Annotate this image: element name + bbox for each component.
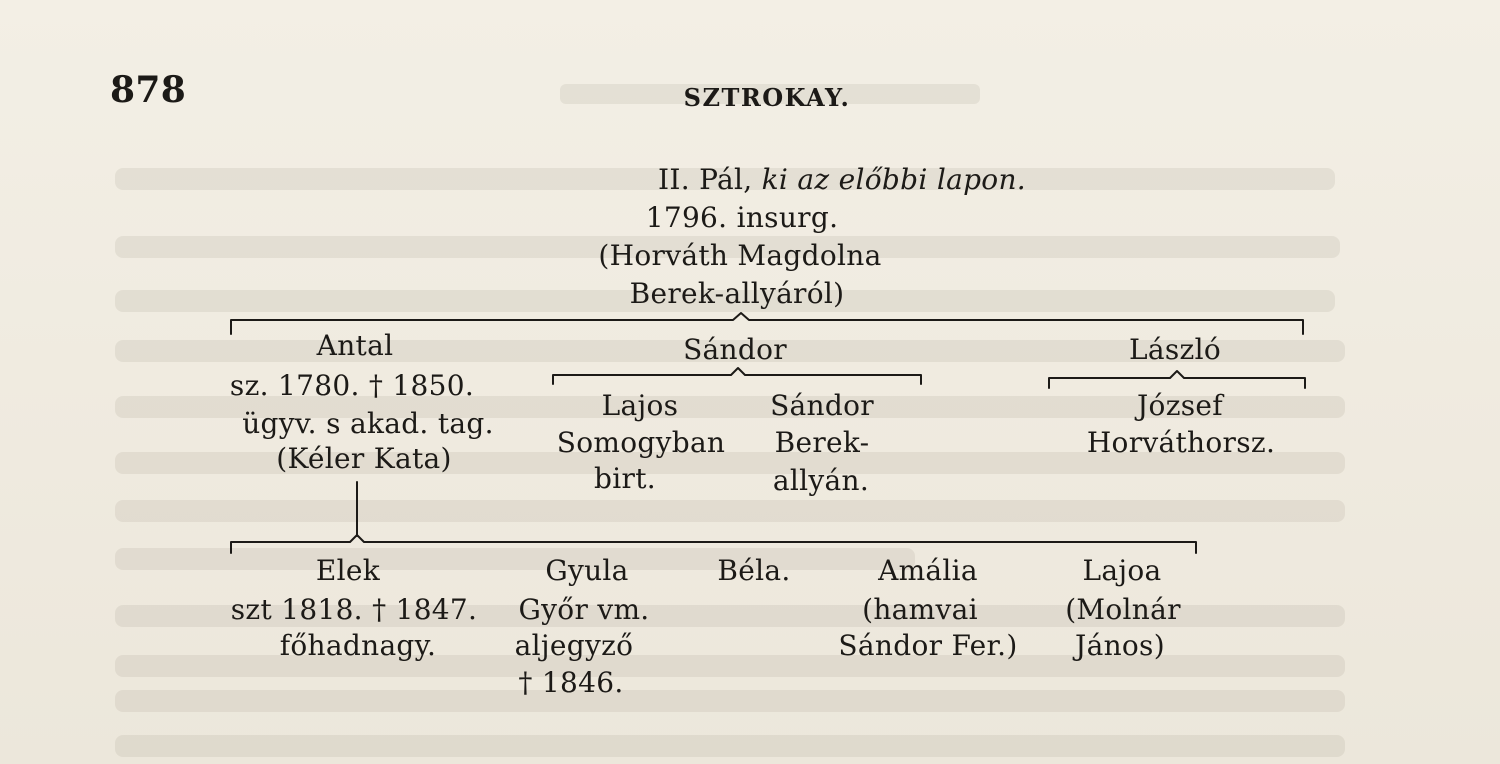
root-line4: Berek-allyáról) — [629, 277, 845, 310]
gyula-line2: Győr vm. — [518, 593, 650, 626]
root-line3: (Horváth Magdolna — [598, 239, 882, 272]
bracket-antal-children — [231, 535, 1196, 553]
root-note: ki az előbbi lapon. — [761, 163, 1026, 196]
lajos-jr-line2: (Molnár — [1065, 593, 1181, 626]
jozsef-name: József — [1137, 389, 1223, 422]
sandor-jr-line2: Berek- — [774, 426, 870, 459]
elek-line2: szt 1818. † 1847. — [230, 593, 478, 626]
page-number: 878 — [110, 69, 187, 111]
bracket-generation-1 — [231, 313, 1303, 334]
laszlo-name: László — [1128, 333, 1222, 366]
antal-line2: sz. 1780. † 1850. — [229, 369, 475, 402]
root-line2: 1796. insurg. — [645, 201, 839, 234]
lajos-jr-name: Lajoa — [1082, 554, 1162, 587]
elek-name: Elek — [315, 554, 381, 587]
bracket-sandor-children — [553, 368, 921, 384]
lajos-line3: birt. — [594, 462, 656, 495]
gyula-line3: aljegyző — [514, 629, 634, 662]
antal-line3: ügyv. s akad. tag. — [242, 407, 494, 440]
amalia-line2: (hamvai — [862, 593, 978, 626]
bela-name: Béla. — [717, 554, 791, 587]
bracket-laszlo-children — [1049, 371, 1305, 388]
antal-name: Antal — [316, 329, 394, 362]
gyula-name: Gyula — [545, 554, 629, 587]
antal-line4: (Kéler Kata) — [276, 442, 452, 475]
sandor-name: Sándor — [683, 333, 787, 366]
lajos-jr-line3: János) — [1075, 629, 1165, 662]
running-header: SZTROKAY. — [683, 83, 851, 112]
lajos-line2: Somogyban — [556, 426, 726, 459]
elek-line3: főhadnagy. — [279, 629, 437, 662]
amalia-name: Amália — [878, 554, 978, 587]
amalia-line3: Sándor Fer.) — [838, 629, 1018, 662]
sandor-jr-line3: allyán. — [772, 464, 870, 497]
root-name: II. Pál, — [658, 163, 753, 196]
lajos-name: Lajos — [601, 389, 679, 422]
sandor-jr-name: Sándor — [770, 389, 874, 422]
jozsef-line2: Horváthorsz. — [1086, 426, 1276, 459]
gyula-line4: † 1846. — [518, 666, 624, 699]
